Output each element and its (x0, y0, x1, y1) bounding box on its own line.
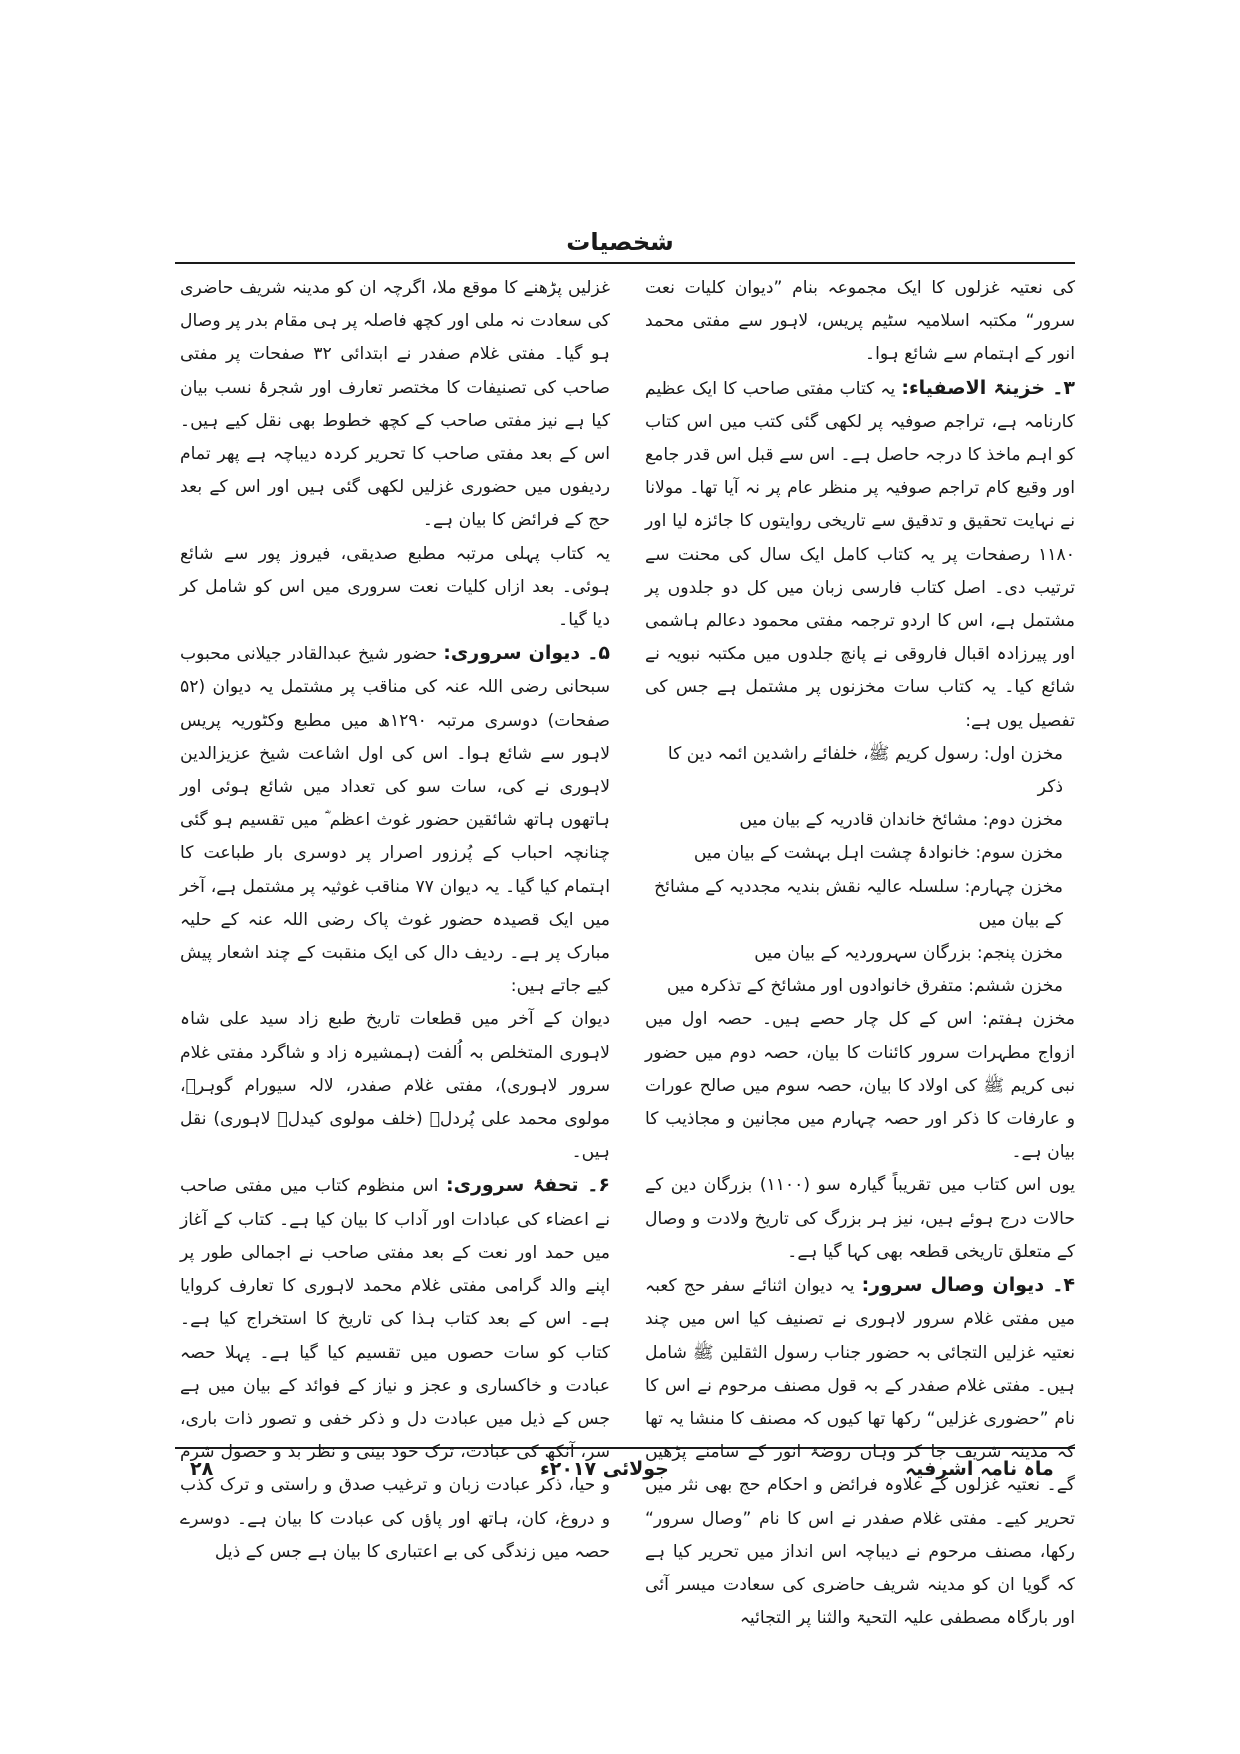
list-item: مخزن ہفتم: اس کے کل چار حصے ہیں۔ (761, 1009, 1075, 1030)
section-heading: ۶۔ تحفۂ سروری: (445, 1174, 610, 1197)
paragraph-makhzan-haftum (645, 1003, 1075, 1169)
list-item: مخزن سوم: خانوادۂ چشت اہل بہشت کے بیان میں (693, 843, 1063, 864)
paragraph: یہ کتاب مفتی صاحب کا ایک عظیم کارنامہ ہے، تراجم صوفیہ پر لکھی گئی کتب میں اس کتاب کو اہم ماخذ کا درجہ حاصل ہے۔ اس سے قبل اس قدر جامع اور وقیع کام تراجم صوفیہ پر منظر عام پر نہ آیا تھا۔ مولانا نے نہایت تحقیق و تدقیق سے تاریخی روایتوں کا جائزہ لیا اور ۱۱۸۰ رصفحات پر یہ کتاب کامل ایک سال کی محنت سے ترتیب دی۔ اصل کتاب فارسی زبان میں کل دو جلدوں پر مشتمل ہے، اس کا اردو ترجمہ مفتی محمود دعالم ہاشمی اور پیرزادہ اقبال فاروقی نے پانچ جلدوں میں مکتبہ نبویہ نے شائع کیا۔ یہ کتاب سات مخزنوں پر مشتمل ہے جس کی تفصیل یوں ہے: (645, 378, 1075, 731)
paragraph: یہ دیوان اثنائے سفر حج کعبہ میں مفتی غلام سرور لاہوری نے تصنیف کیا اس میں چند نعتیہ غزلیں التجائی بہ حضور جناب رسول الثقلین ﷺ شامل ہیں۔ مفتی غلام صفدر کے بہ قول مصنف مرحوم نے اس کا نام ”حضوری غزلیں“ رکھا تھا کیوں کہ مصنف کا منشا یہ تھا کہ مدینہ شریف جا کر وہاں روضۂ انور کے سامنے پڑھیں گے۔ نعتیہ غزلوں کے علاوہ فرائض و احکام حج بھی نثر میں تحریر کیے۔ مفتی غلام صفدر نے اس کا نام ”وصال سرور“ رکھا، مصنف مرحوم نے دیباچہ اس انداز میں تحریر کیا ہے کہ گویا ان کو مدینہ شریف حاضری کی سعادت میسر آئی اور بارگاہ مصطفی علیہ التحیۃ والثنا پر التجائیہ (645, 1276, 1075, 1629)
list-item: مخزن اول: رسول کریم ﷺ، خلفائے راشدین ائمہ دین کا ذکر (667, 743, 1063, 798)
list-item: مخزن پنجم: بزرگان سہروردیہ کے بیان میں (754, 943, 1063, 964)
page-header: شخصیات (566, 228, 674, 256)
paragraph: یہ کتاب پہلی مرتبہ مطبع صدیقی، فیروز پور سے شائع ہوئی۔ بعد ازاں کلیات نعت سروری میں اس کو شامل کر دیا گیا۔ (180, 543, 610, 631)
section-diwan-sarwari (180, 637, 610, 1003)
list-item: مخزن ششم: متفرق خانوادوں اور مشائخ کے تذکرہ میں (666, 976, 1063, 997)
section-khazinat-al-asfiya (645, 372, 1075, 738)
paragraph: یوں اس کتاب میں تقریباً گیارہ سو (۱۱۰۰) بزرگان دین کے حالات درج ہوئے ہیں، نیز ہر بزرگ کی تاریخ ولادت و وصال کے متعلق تاریخی قطعہ بھی کہا گیا ہے۔ (645, 1175, 1075, 1262)
footer-magazine-name: ماہ نامہ اشرفیہ (905, 1458, 1054, 1480)
section-diwan-visal-sarwar (645, 1269, 1075, 1635)
footer-divider (175, 1447, 1075, 1449)
section-heading: ۵۔ دیوان سروری: (443, 642, 610, 665)
paragraph: حصہ اول میں ازواج مطہرات سرور کائنات کا بیان، حصہ دوم میں حضور نبی کریم ﷺ کی اولاد کا بیان، حصہ سوم میں صالح عورات و عارفات کا ذکر اور حصہ چہارم میں مجانین و مجاذیب کا بیان ہے۔ (645, 1009, 1075, 1163)
footer-issue-date: جولائی ۲۰۱۷ء (540, 1458, 669, 1480)
list-item: مخزن دوم: مشائخ خاندان قادریہ کے بیان میں (739, 810, 1063, 831)
section-tuhfa-sarwari (180, 1169, 610, 1568)
section-heading: ۴۔ دیوان وصال سرور: (861, 1274, 1075, 1297)
paragraph: دیوان کے آخر میں قطعات تاریخ طبع زاد سید علی شاہ لاہوری المتخلص بہ اُلفت (ہمشیرہ زاد و شاگرد مفتی غلام سرور لاہوری)، مفتی غلام صفدر، لالہ سیورام گوہرؔ، مولوی محمد علی پُردلؔ (خلف مولوی کیدلؔ لاہوری) نقل ہیں۔ (180, 1009, 610, 1163)
page-number: ۲۸ (190, 1458, 214, 1480)
paragraph: حضور شیخ عبدالقادر جیلانی محبوب سبحانی رضی اللہ عنہ کی مناقب پر مشتمل یہ دیوان (۵۲ صفحات) دوسری مرتبہ ۱۲۹۰ھ میں مطبع وکٹوریہ پریس لاہور سے شائع ہوا۔ اس کی اول اشاعت شیخ عزیزالدین لاہوری نے کی، سات سو کی تعداد میں شائع ہوئی اور ہاتھوں ہاتھ شائقین حضور غوث اعظم ؓ میں تقسیم ہو گئی چنانچہ احباب کے پُرزور اصرار پر دوسری بار طباعت کا اہتمام کیا گیا۔ یہ دیوان ۷۷ مناقب غوثیہ پر مشتمل ہے، آخر میں ایک قصیدہ حضور غوث پاک رضی اللہ عنہ کے حلیہ مبارک پر ہے۔ ردیف دال کی ایک منقبت کے چند اشعار پیش کیے جاتے ہیں: (180, 644, 611, 997)
paragraph: کی نعتیہ غزلوں کا ایک مجموعہ بنام ”دیوان کلیات نعت سرور“ مکتبہ اسلامیہ سٹیم پریس، لاہور سے مفتی محمد انور کے اہتمام سے شائع ہوا۔ (645, 278, 1075, 365)
section-heading: ۳۔ خزینۃ الاصفیاء: (901, 376, 1075, 399)
header-divider (175, 262, 1075, 264)
paragraph: غزلیں پڑھنے کا موقع ملا، اگرچہ ان کو مدینہ شریف حاضری کی سعادت نہ ملی اور کچھ فاصلہ پر ہی مقام بدر پر وصال ہو گیا۔ مفتی غلام صفدر نے ابتدائی ۳۲ صفحات پر مفتی صاحب کی تصنیفات کا مختصر تعارف اور شجرۂ نسب بیان کیا ہے نیز مفتی صاحب کے کچھ خطوط بھی نقل کیے ہیں۔ اس کے بعد مفتی صاحب کا تحریر کردہ دیباچہ ہے پھر تمام ردیفوں میں حضوری غزلیں لکھی گئی ہیں اور اس کے بعد حج کے فرائض کا بیان ہے۔ (180, 278, 610, 531)
list-item: مخزن چہارم: سلسلہ عالیہ نقش بندیہ مجددیہ کے مشائخ کے بیان میں (654, 876, 1063, 930)
paragraph: اس منظوم کتاب میں مفتی صاحب نے اعضاء کی عبادات اور آداب کا بیان کیا ہے۔ کتاب کے آغاز میں حمد اور نعت کے بعد مفتی صاحب نے اجمالی طور پر اپنے والد گرامی مفتی غلام محمد لاہوری کا تعارف کروایا ہے۔ اس کے بعد کتاب ہذا کی تاریخ کا استخراج کیا ہے۔ کتاب کو سات حصوں میں تقسیم کیا گیا ہے۔ پہلا حصہ عبادت و خاکساری و عجز و نیاز کے فوائد کے بیان میں ہے جس کے ذیل میں عبادت دل و ذکر خفی و تصور ذات باری، سر، آنکھ کی عبادت، ترک خود بینی و نظر بد و حصول شرم و حیا، ذکر عبادت زبان و ترغیب صدق و راستی و ترک کذب و دروغ، کان، ہاتھ اور پاؤں کی عبادت کا بیان ہے۔ دوسرے حصہ میں زندگی کی بے اعتباری کا بیان ہے جس کے ذیل (180, 1176, 610, 1562)
